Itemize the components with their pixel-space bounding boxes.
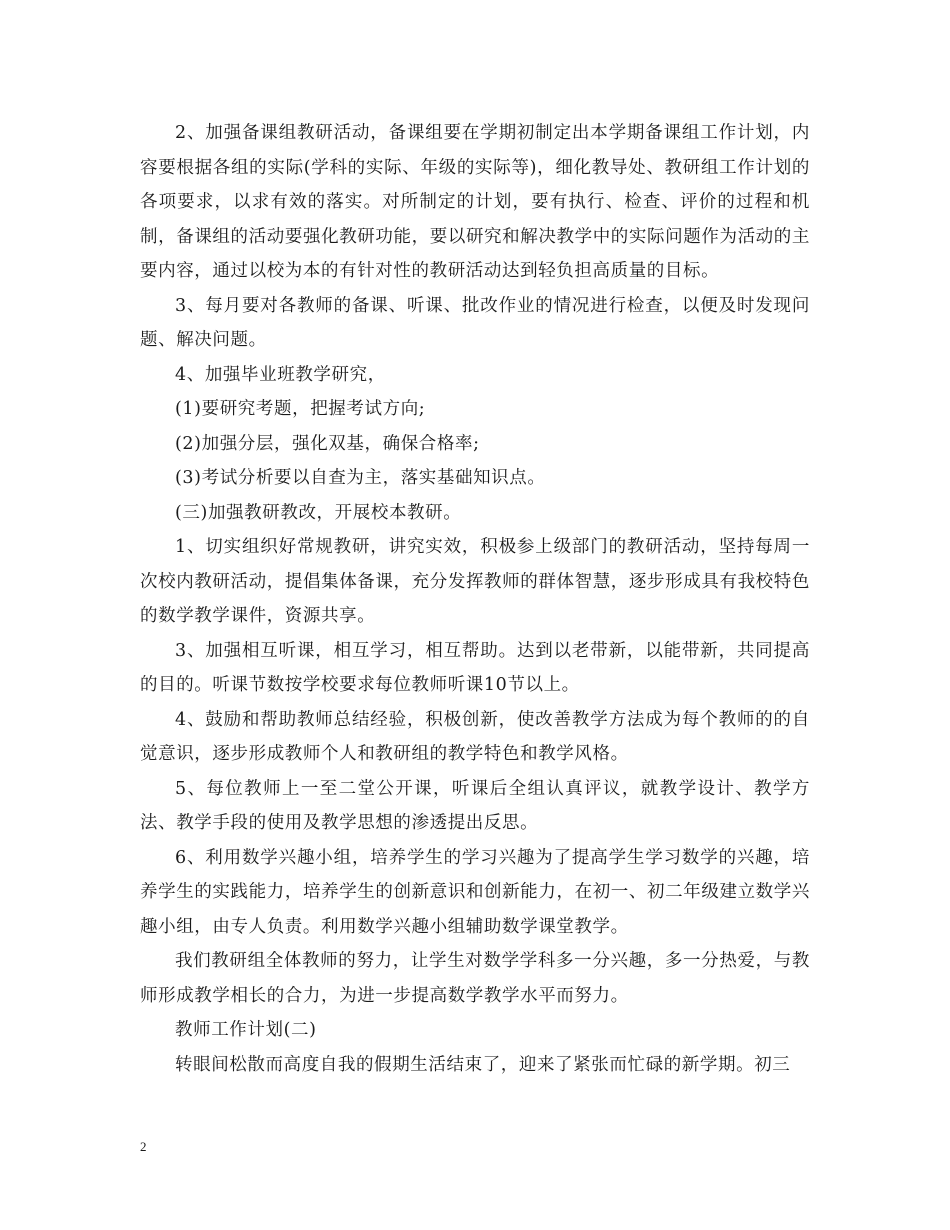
paragraph-9: 3、加强相互听课，相互学习，相互帮助。达到以老带新，以能带新，共同提高的目的。听课节数按学校要求每位教师听课10节以上。 — [140, 640, 810, 695]
paragraph-1: 2、加强备课组教研活动，备课组要在学期初制定出本学期备课组工作计划，内容要根据各组的实际(学科的实际、年级的实际等)，细化教导处、教研组工作计划的各项要求，以求有效的落实。对所制定的计划，要有执行、检查、评价的过程和机制，备课组的活动要强化教研功能，要以研究和解决教学中的实际问题作为活动的主要内容，通过以校为本的有针对性的教研活动达到轻负担高质量的目标。 — [140, 123, 810, 281]
page-number: 2 — [140, 1139, 147, 1154]
paragraph-8: 1、切实组织好常规教研，讲究实效，积极参上级部门的教研活动，坚持每周一次校内教研活动，提倡集体备课，充分发挥教师的群体智慧，逐步形成具有我校特色的数学教学课件，资源共享。 — [140, 537, 810, 626]
paragraph-15: 转眼间松散而高度自我的假期生活结束了，迎来了紧张而忙碌的新学期。初三 — [175, 1054, 791, 1075]
paragraph-12: 6、利用数学兴趣小组，培养学生的学习兴趣为了提高学生学习数学的兴趣，培养学生的实践能力，培养学生的创新意识和创新能力，在初一、初二年级建立数学兴趣小组，由专人负责。利用数学兴趣小组辅助数学课堂教学。 — [140, 847, 810, 937]
paragraph-13: 我们教研组全体教师的努力，让学生对数学学科多一分兴趣，多一分热爱，与教师形成教学相长的合力，为进一步提高数学教学水平而努力。 — [140, 951, 810, 1006]
paragraph-3: 4、加强毕业班教学研究， — [175, 364, 386, 385]
paragraph-4: (1)要研究考题，把握考试方向; — [175, 399, 426, 419]
paragraph-11: 5、每位教师上一至二堂公开课，听课后全组认真评议，就教学设计、教学方法、教学手段的使用及教学思想的渗透提出反思。 — [140, 778, 810, 833]
paragraph-2: 3、每月要对各教师的备课、听课、批改作业的情况进行检查，以便及时发现问题、解决问题。 — [140, 295, 810, 350]
paragraph-5: (2)加强分层，强化双基，确保合格率; — [175, 433, 480, 454]
section-heading: (三)加强教研教改，开展校本教研。 — [175, 502, 462, 523]
paragraph-6: (3)考试分析要以自查为主，落实基础知识点。 — [175, 468, 546, 488]
subtitle: 教师工作计划(二) — [175, 1020, 317, 1040]
document-body — [140, 116, 810, 1082]
paragraph-10: 4、鼓励和帮助教师总结经验，积极创新，使改善教学方法成为每个教师的的自觉意识，逐步形成教师个人和教研组的教学特色和教学风格。 — [140, 709, 810, 764]
